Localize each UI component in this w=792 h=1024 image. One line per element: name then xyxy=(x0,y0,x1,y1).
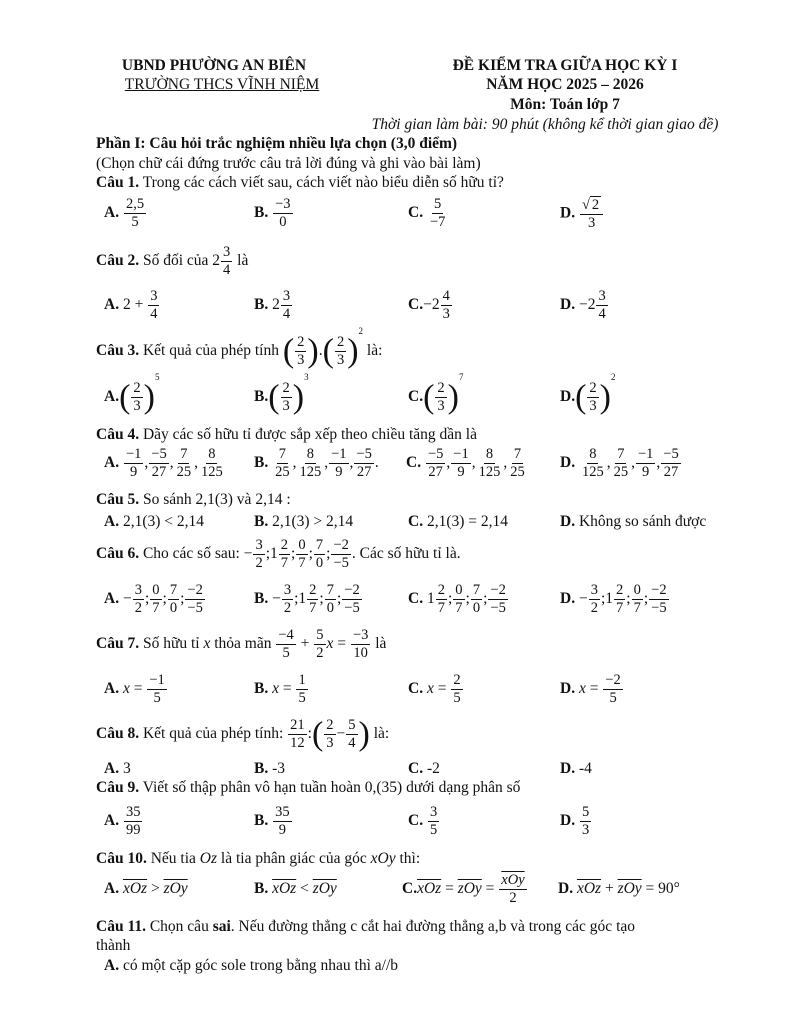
q11-option-a[interactable]: A. có một cặp góc sole trong bằng nhau thì a//b xyxy=(104,957,399,974)
question-4: Câu 4. Dãy các số hữu tỉ được sắp xếp theo chiều tăng dần là xyxy=(96,426,477,443)
q10-option-c[interactable]: $C.\overline{xOz} = \overline{zOy}$ = $\frac{\overline{xOy}}{2}$ xyxy=(402,872,525,906)
q4-option-b[interactable]: B. $\frac{7}{25}$ , $\frac{8}{125}$ , $\frac{-1}{9}$ , $\frac{-5}{27}$ . xyxy=(254,446,379,480)
q5-option-b[interactable]: B. 2,1(3) > 2,14 xyxy=(254,513,354,530)
q3-option-c[interactable]: C.( $\frac{2}{3}$ )$^7$ xyxy=(408,372,464,416)
q10-option-d[interactable]: D. $\overline{xOz} + \overline{zOy} = 90^\circ$ xyxy=(558,880,680,897)
question-10: Câu 10. Nếu tia Oz là tia phân giác của góc xOy thì: xyxy=(96,850,421,867)
q7-option-b[interactable]: B. x = $\frac{1}{5}$ xyxy=(254,672,306,706)
section-instruction: (Chọn chữ cái đứng trước câu trả lời đúng và ghi vào bài làm) xyxy=(96,155,481,172)
q10-option-a[interactable]: A. $\overline{xOz} > \overline{zOy}$ xyxy=(104,880,188,897)
question-6: Câu 6. Cho các số sau: − $\frac{3}{2}$ ;1 $\frac{2}{7}$ ; $\frac{0}{7}$ ; $\frac{7}{0}$ ; $\frac{-2}{-5}$ . Các số hữu tỉ là. xyxy=(96,537,461,571)
q7-option-d[interactable]: D. x = $\frac{-2}{5}$ xyxy=(560,672,621,706)
q4-option-c[interactable]: C. $\frac{-5}{27}$ , $\frac{-1}{9}$ , $\frac{8}{125}$ , $\frac{7}{25}$ xyxy=(406,446,525,480)
q8-option-d[interactable]: D. -4 xyxy=(560,760,592,777)
q3-option-d[interactable]: D.( $\frac{2}{3}$ )$^2$ xyxy=(560,372,616,416)
q1-option-d[interactable]: D. $\frac{√ 2}{3}$ xyxy=(560,196,604,232)
q7-option-a[interactable]: A. x = $\frac{-1}{5}$ xyxy=(104,672,165,706)
q9-option-d[interactable]: D. $\frac{5}{3}$ xyxy=(560,804,590,838)
question-1: Câu 1. Trong các cách viết sau, cách viết nào biểu diễn số hữu tỉ? xyxy=(96,174,504,191)
q1-option-a[interactable]: A. $\frac{2,5}{5}$ xyxy=(104,196,145,230)
q10-option-b[interactable]: B. $\overline{xOz} < \overline{zOy}$ xyxy=(254,880,337,897)
school-name: TRƯỜNG THCS VĨNH NIỆM xyxy=(124,76,320,93)
q1-option-c[interactable]: C. $\frac{5}{-7}$ xyxy=(408,196,446,230)
q5-option-d[interactable]: D. Không so sánh được xyxy=(560,513,707,530)
q2-option-d[interactable]: D. −2 $\frac{3}{4}$ xyxy=(560,288,606,322)
q3-option-b[interactable]: B.( $\frac{2}{3}$ )$^3$ xyxy=(254,372,309,416)
question-3: Câu 3. Kết quả của phép tính ( $\frac{2}{3}$ ).( $\frac{2}{3}$ )$^2$ là: xyxy=(96,326,383,370)
q1-option-b[interactable]: B. $\frac{-3}{0}$ xyxy=(254,196,291,230)
question-11-line2: thành xyxy=(96,937,131,954)
q7-option-c[interactable]: C. x = $\frac{2}{5}$ xyxy=(408,672,461,706)
department-name: UBND PHƯỜNG AN BIÊN xyxy=(121,57,307,74)
q8-option-c[interactable]: C. -2 xyxy=(408,760,440,777)
q2-option-b[interactable]: B. 2 $\frac{3}{4}$ xyxy=(254,288,291,322)
q6-option-c[interactable]: C. 1 $\frac{2}{7}$ ; $\frac{0}{7}$ ; $\frac{7}{0}$ ; $\frac{-2}{-5}$ xyxy=(408,582,506,616)
q6-option-d[interactable]: D. − $\frac{3}{2}$ ;1 $\frac{2}{7}$ ; $\frac{0}{7}$ ; $\frac{-2}{-5}$ xyxy=(560,582,667,616)
question-5: Câu 5. So sánh 2,1(3) và 2,14 : xyxy=(96,491,291,508)
q9-option-c[interactable]: C. $\frac{3}{5}$ xyxy=(408,804,438,838)
time-limit: Thời gian làm bài: 90 phút (không kể thời gian giao đề) xyxy=(371,116,719,133)
q5-option-a[interactable]: A. 2,1(3) < 2,14 xyxy=(104,513,205,530)
question-2: Câu 2. Số đối của 2 $\frac{3}{4}$ là xyxy=(96,244,249,278)
question-7: Câu 7. Số hữu tỉ x thỏa mãn $\frac{-4}{5}$ + $\frac{5}{2}$ x = $\frac{-3}{10}$ là xyxy=(96,627,387,661)
q3-option-a[interactable]: A.( $\frac{2}{3}$ )$^5$ xyxy=(104,372,160,416)
q4-option-a[interactable]: A. $\frac{-1}{9}$ , $\frac{-5}{27}$ , $\frac{7}{25}$ , $\frac{8}{125}$ xyxy=(104,446,223,480)
q4-option-d[interactable]: D. $\frac{8}{125}$ , $\frac{7}{25}$ , $\frac{-1}{9}$ , $\frac{-5}{27}$ xyxy=(560,446,679,480)
question-9: Câu 9. Viết số thập phân vô hạn tuần hoàn 0,(35) dưới dạng phân số xyxy=(96,779,521,796)
exam-title: ĐỀ KIỂM TRA GIỮA HỌC KỲ I xyxy=(452,57,678,74)
section-title: Phần I: Câu hỏi trắc nghiệm nhiều lựa chọn (3,0 điểm) xyxy=(96,135,458,152)
q8-option-b[interactable]: B. -3 xyxy=(254,760,286,777)
question-8: Câu 8. Kết quả của phép tính: $\frac{21}{12}$ :( $\frac{2}{3}$ − $\frac{5}{4}$ ) là: xyxy=(96,715,390,753)
q8-option-a[interactable]: A. 3 xyxy=(104,760,131,777)
school-year: NĂM HỌC 2025 – 2026 xyxy=(486,76,644,93)
question-11: Câu 11. Chọn câu sai. Nếu đường thẳng c cắt hai đường thẳng a,b và trong các góc tạo xyxy=(96,918,636,935)
q9-option-b[interactable]: B. $\frac{35}{9}$ xyxy=(254,804,290,838)
q6-option-b[interactable]: B. − $\frac{3}{2}$ ;1 $\frac{2}{7}$ ; $\frac{7}{0}$ ; $\frac{-2}{-5}$ xyxy=(254,582,360,616)
subject: Môn: Toán lớp 7 xyxy=(510,96,620,113)
q2-option-a[interactable]: A. 2 + $\frac{3}{4}$ xyxy=(104,288,158,322)
q5-option-c[interactable]: C. 2,1(3) = 2,14 xyxy=(408,513,509,530)
q9-option-a[interactable]: A. $\frac{35}{99}$ xyxy=(104,804,141,838)
q2-option-c[interactable]: C.−2 $\frac{4}{3}$ xyxy=(408,288,450,322)
q6-option-a[interactable]: A. − $\frac{3}{2}$ ; $\frac{0}{7}$ ; $\frac{7}{0}$ ; $\frac{-2}{-5}$ xyxy=(104,582,203,616)
